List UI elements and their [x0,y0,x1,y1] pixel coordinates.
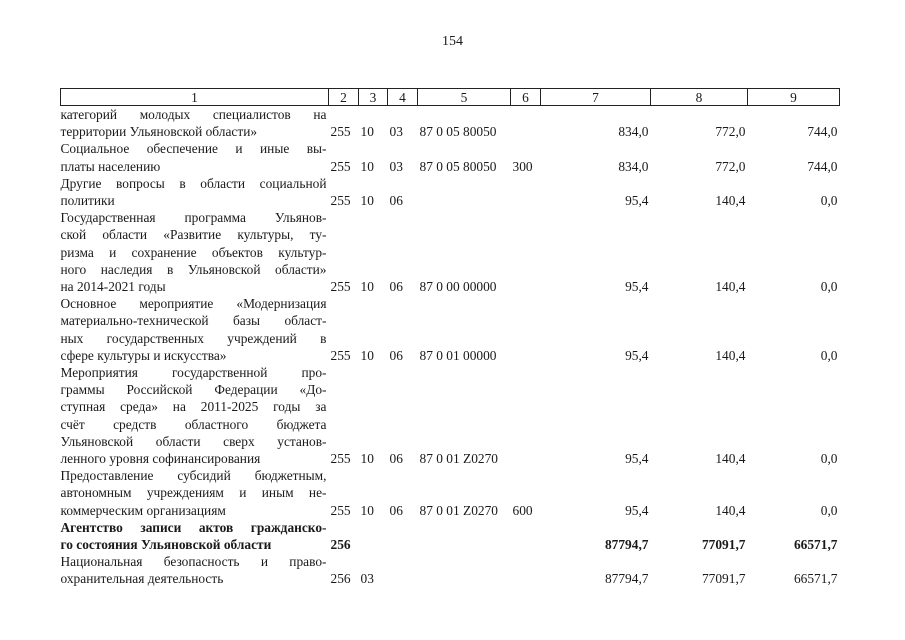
column-header: 3 [359,89,388,106]
expense-type-code [511,553,541,587]
row-description [61,553,329,587]
table-header-row [61,89,840,106]
description-line: коммерческим организациям [60,502,226,518]
column-header: 1 [61,89,329,106]
expense-type-code: 300 [512,158,533,174]
description-line: ступная среда» на 2011-2025 годы за [60,399,327,415]
ministry-code: 255 [330,451,351,467]
expense-type-code [511,175,541,209]
section-code: 10 [360,347,374,363]
row-description [61,467,329,519]
description-line: ризма и сохранение объектов культур- [60,244,327,260]
page-number: 154 [442,34,463,49]
description-line: Национальная безопасность и право- [60,554,327,570]
expense-type-code [511,209,541,295]
amount-year-3: 0,0 [820,347,838,363]
description-line: Социальное обеспечение и иные вы- [60,141,327,157]
section-code: 10 [360,193,374,209]
table-row [61,467,840,519]
table-row [61,140,840,174]
description-line: ской области «Развитие культуры, ту- [60,227,327,243]
amount-year-2: 140,4 [715,347,746,363]
subsection-code: 06 [389,279,403,295]
subsection-code [388,519,418,553]
ministry-code: 256 [330,537,351,553]
description-line: сфере культуры и искусства» [60,347,227,363]
amount-year-2: 140,4 [715,279,746,295]
target-article-code [418,553,511,587]
section-code: 10 [360,279,374,295]
amount-year-1: 834,0 [618,124,649,140]
amount-year-2: 77091,7 [701,537,746,553]
description-line: ного наследия в Ульяновской области» [60,261,327,277]
description-line: категорий молодых специалистов на [60,107,327,122]
ministry-code: 255 [330,347,351,363]
description-line: охранительная деятельность [60,571,224,587]
amount-year-3: 744,0 [807,124,838,140]
column-header: 6 [511,89,541,106]
table-row [61,295,840,364]
ministry-code: 256 [330,571,351,587]
description-line: платы населению [60,158,161,174]
amount-year-2: 140,4 [715,502,746,518]
section-code: 10 [360,451,374,467]
description-line: ных государственных учреждений в [60,330,327,346]
section-code: 10 [360,502,374,518]
amount-year-1: 95,4 [625,451,649,467]
row-description [61,519,329,553]
target-article-code: 87 0 00 00000 [419,279,497,295]
subsection-code: 06 [389,347,403,363]
subsection-code: 06 [389,502,403,518]
table-body [61,106,840,588]
target-article-code: 87 0 01 00000 [419,347,497,363]
description-line: политики [60,193,115,209]
description-line: Ульяновской области сверх установ- [60,433,327,449]
table-row [61,364,840,467]
ministry-code: 255 [330,193,351,209]
amount-year-1: 87794,7 [604,537,649,553]
description-line: на 2014-2021 годы [60,279,166,295]
description-line: счёт средств областного бюджета [60,416,327,432]
table-row [61,106,840,141]
table-row [61,553,840,587]
target-article-code [418,519,511,553]
expense-type-code: 600 [512,502,533,518]
amount-year-2: 140,4 [715,193,746,209]
amount-year-2: 772,0 [715,124,746,140]
amount-year-3: 66571,7 [793,571,838,587]
description-line: Предоставление субсидий бюджетным, [60,468,327,484]
subsection-code: 06 [389,451,403,467]
row-description [61,295,329,364]
column-header: 8 [651,89,748,106]
amount-year-1: 834,0 [618,158,649,174]
subsection-code: 03 [389,124,403,140]
description-line: материально-технической базы област- [60,313,327,329]
section-code: 10 [360,124,374,140]
amount-year-3: 0,0 [820,193,838,209]
section-code: 03 [360,571,374,587]
amount-year-3: 744,0 [807,158,838,174]
description-line: Агентство записи актов гражданско- [60,519,327,535]
row-description [61,364,329,467]
description-line: Государственная программа Ульянов- [60,210,327,226]
amount-year-2: 772,0 [715,158,746,174]
description-line: автономным учреждениям и иным не- [60,485,327,501]
description-line: граммы Российской Федерации «До- [60,382,327,398]
row-description [61,140,329,174]
table-row [61,519,840,553]
section-code: 10 [360,158,374,174]
target-article-code: 87 0 01 Z0270 [419,502,498,518]
target-article-code: 87 0 01 Z0270 [419,451,498,467]
amount-year-1: 95,4 [625,502,649,518]
row-description [61,106,329,141]
table-row [61,209,840,295]
row-description [61,209,329,295]
subsection-code [388,553,418,587]
description-line: Основное мероприятие «Модернизация [60,296,327,312]
target-article-code: 87 0 05 80050 [419,158,497,174]
amount-year-1: 95,4 [625,279,649,295]
column-header: 5 [418,89,511,106]
table-row [61,175,840,209]
amount-year-3: 0,0 [820,451,838,467]
description-line: территории Ульяновской области» [60,124,258,140]
expense-type-code [511,519,541,553]
column-header: 9 [748,89,840,106]
subsection-code: 03 [389,158,403,174]
ministry-code: 255 [330,502,351,518]
subsection-code: 06 [389,193,403,209]
ministry-code: 255 [330,279,351,295]
amount-year-1: 87794,7 [604,571,649,587]
target-article-code: 87 0 05 80050 [419,124,497,140]
expense-type-code [511,364,541,467]
ministry-code: 255 [330,158,351,174]
column-header: 7 [541,89,651,106]
section-code [359,519,388,553]
amount-year-3: 0,0 [820,279,838,295]
ministry-code: 255 [330,124,351,140]
amount-year-1: 95,4 [625,347,649,363]
budget-table [60,88,840,588]
description-line: Мероприятия государственной про- [60,365,327,381]
column-header: 2 [329,89,359,106]
expense-type-code [511,295,541,364]
description-line: ленного уровня софинансирования [60,451,261,467]
target-article-code [418,175,511,209]
amount-year-2: 140,4 [715,451,746,467]
amount-year-2: 77091,7 [701,571,746,587]
column-header: 4 [388,89,418,106]
amount-year-1: 95,4 [625,193,649,209]
expense-type-code [511,106,541,141]
amount-year-3: 66571,7 [793,537,838,553]
description-line: Другие вопросы в области социальной [60,175,327,191]
description-line: го состояния Ульяновской области [60,537,272,553]
amount-year-3: 0,0 [820,502,838,518]
row-description [61,175,329,209]
